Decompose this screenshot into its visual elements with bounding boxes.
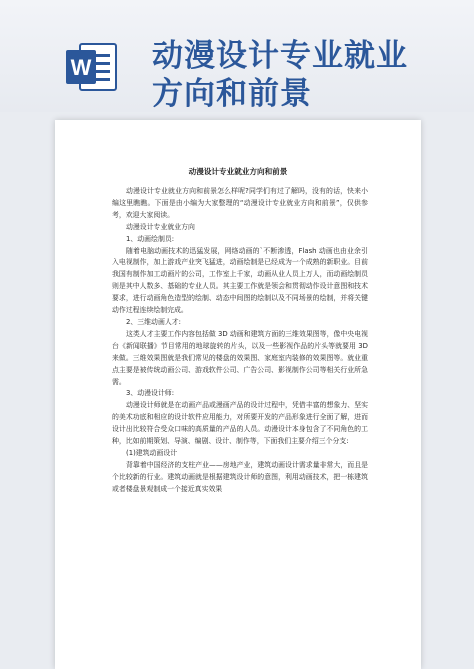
document-body bbox=[112, 186, 368, 496]
paragraph-architecture: 背靠着中国经济的支柱产业——房地产业，建筑动画设计需求量非常大，而且是个比较新的行业。建筑动画就是根据建筑设计师的意图，利用动画技术，把一栋建筑或者楼盘景观制成一个接近真实效果 bbox=[112, 460, 368, 493]
subheading-3d: 2、三维动画人才: bbox=[126, 317, 181, 326]
document-page[interactable] bbox=[55, 120, 421, 669]
subheading-animator: 1、动画绘制员: bbox=[126, 234, 175, 243]
header-banner bbox=[0, 0, 474, 112]
paragraph-intro: 动漫设计专业就业方向和前景怎么样呢?同学们有过了解吗，没有的话，快来小编这里瞧瞧。下面是由小编为大家整理的“动漫设计专业就业方向和前景”，仅供参考，欢迎大家阅读。 bbox=[112, 187, 368, 219]
subheading-designer: 3、动漫设计师: bbox=[126, 389, 175, 398]
paragraph-3d: 这类人才主要工作内容包括做 3D 动画和建筑方面的三维效果图等，像中央电视台《新闻联播》节目常用的地球旋转的片头，以及一些影视作品的片头等就要用 3D 来做。三维效果图就是我们常见的楼盘的效果图、家庭室内装修的效果图等。就业重点主要是被传统动画公司、游戏软件公司、广告公司、影视制作公司等相关行业所急需。 bbox=[112, 329, 368, 386]
paragraph-designer: 动漫设计师就是在动画产品或漫画产品的设计过程中，凭借丰富的想象力、坚实的美术功底和相应的设计软件应用能力，对所要开发的产品形象进行全面了解，进而设计出比较符合受众口味的高质量的产品的人员。动漫设计本身包含了不同角色的工种，比如前期策划、导演、编剧、设计、制作等，下面我们主要介绍三个分支: bbox=[112, 401, 368, 446]
paragraph-animator: 随着电脑动画技术的迅猛发展，网络动画的`不断渗透，Flash 动画也由业余引入电视制作，加上游戏产业突飞猛进，动画绘制是已经成为一个成熟的新职业。目前我国有制作加工动画片的公司，工作室上千家，动画从业人员上万人，而动画绘制员则是其中人数多、基础的专业人员。其主要工作就是领会和贯彻动作设计意图和技术要求，进行动画角色造型的绘制、动态中间图的绘制以及不同场景的绘制，并将关键动作过程连续绘制完成。 bbox=[112, 246, 368, 315]
word-document-icon bbox=[66, 41, 118, 93]
page-title-line-2: 方向和前景 bbox=[152, 76, 312, 112]
section-heading: 动漫设计专业就业方向 bbox=[126, 222, 195, 231]
word-icon-letter: W bbox=[70, 55, 92, 80]
document-title: 动漫设计专业就业方向和前景 bbox=[188, 167, 288, 176]
subheading-architecture: (1)建筑动画设计 bbox=[126, 448, 178, 457]
page-title-line-1: 动漫设计专业就业 bbox=[152, 38, 408, 74]
